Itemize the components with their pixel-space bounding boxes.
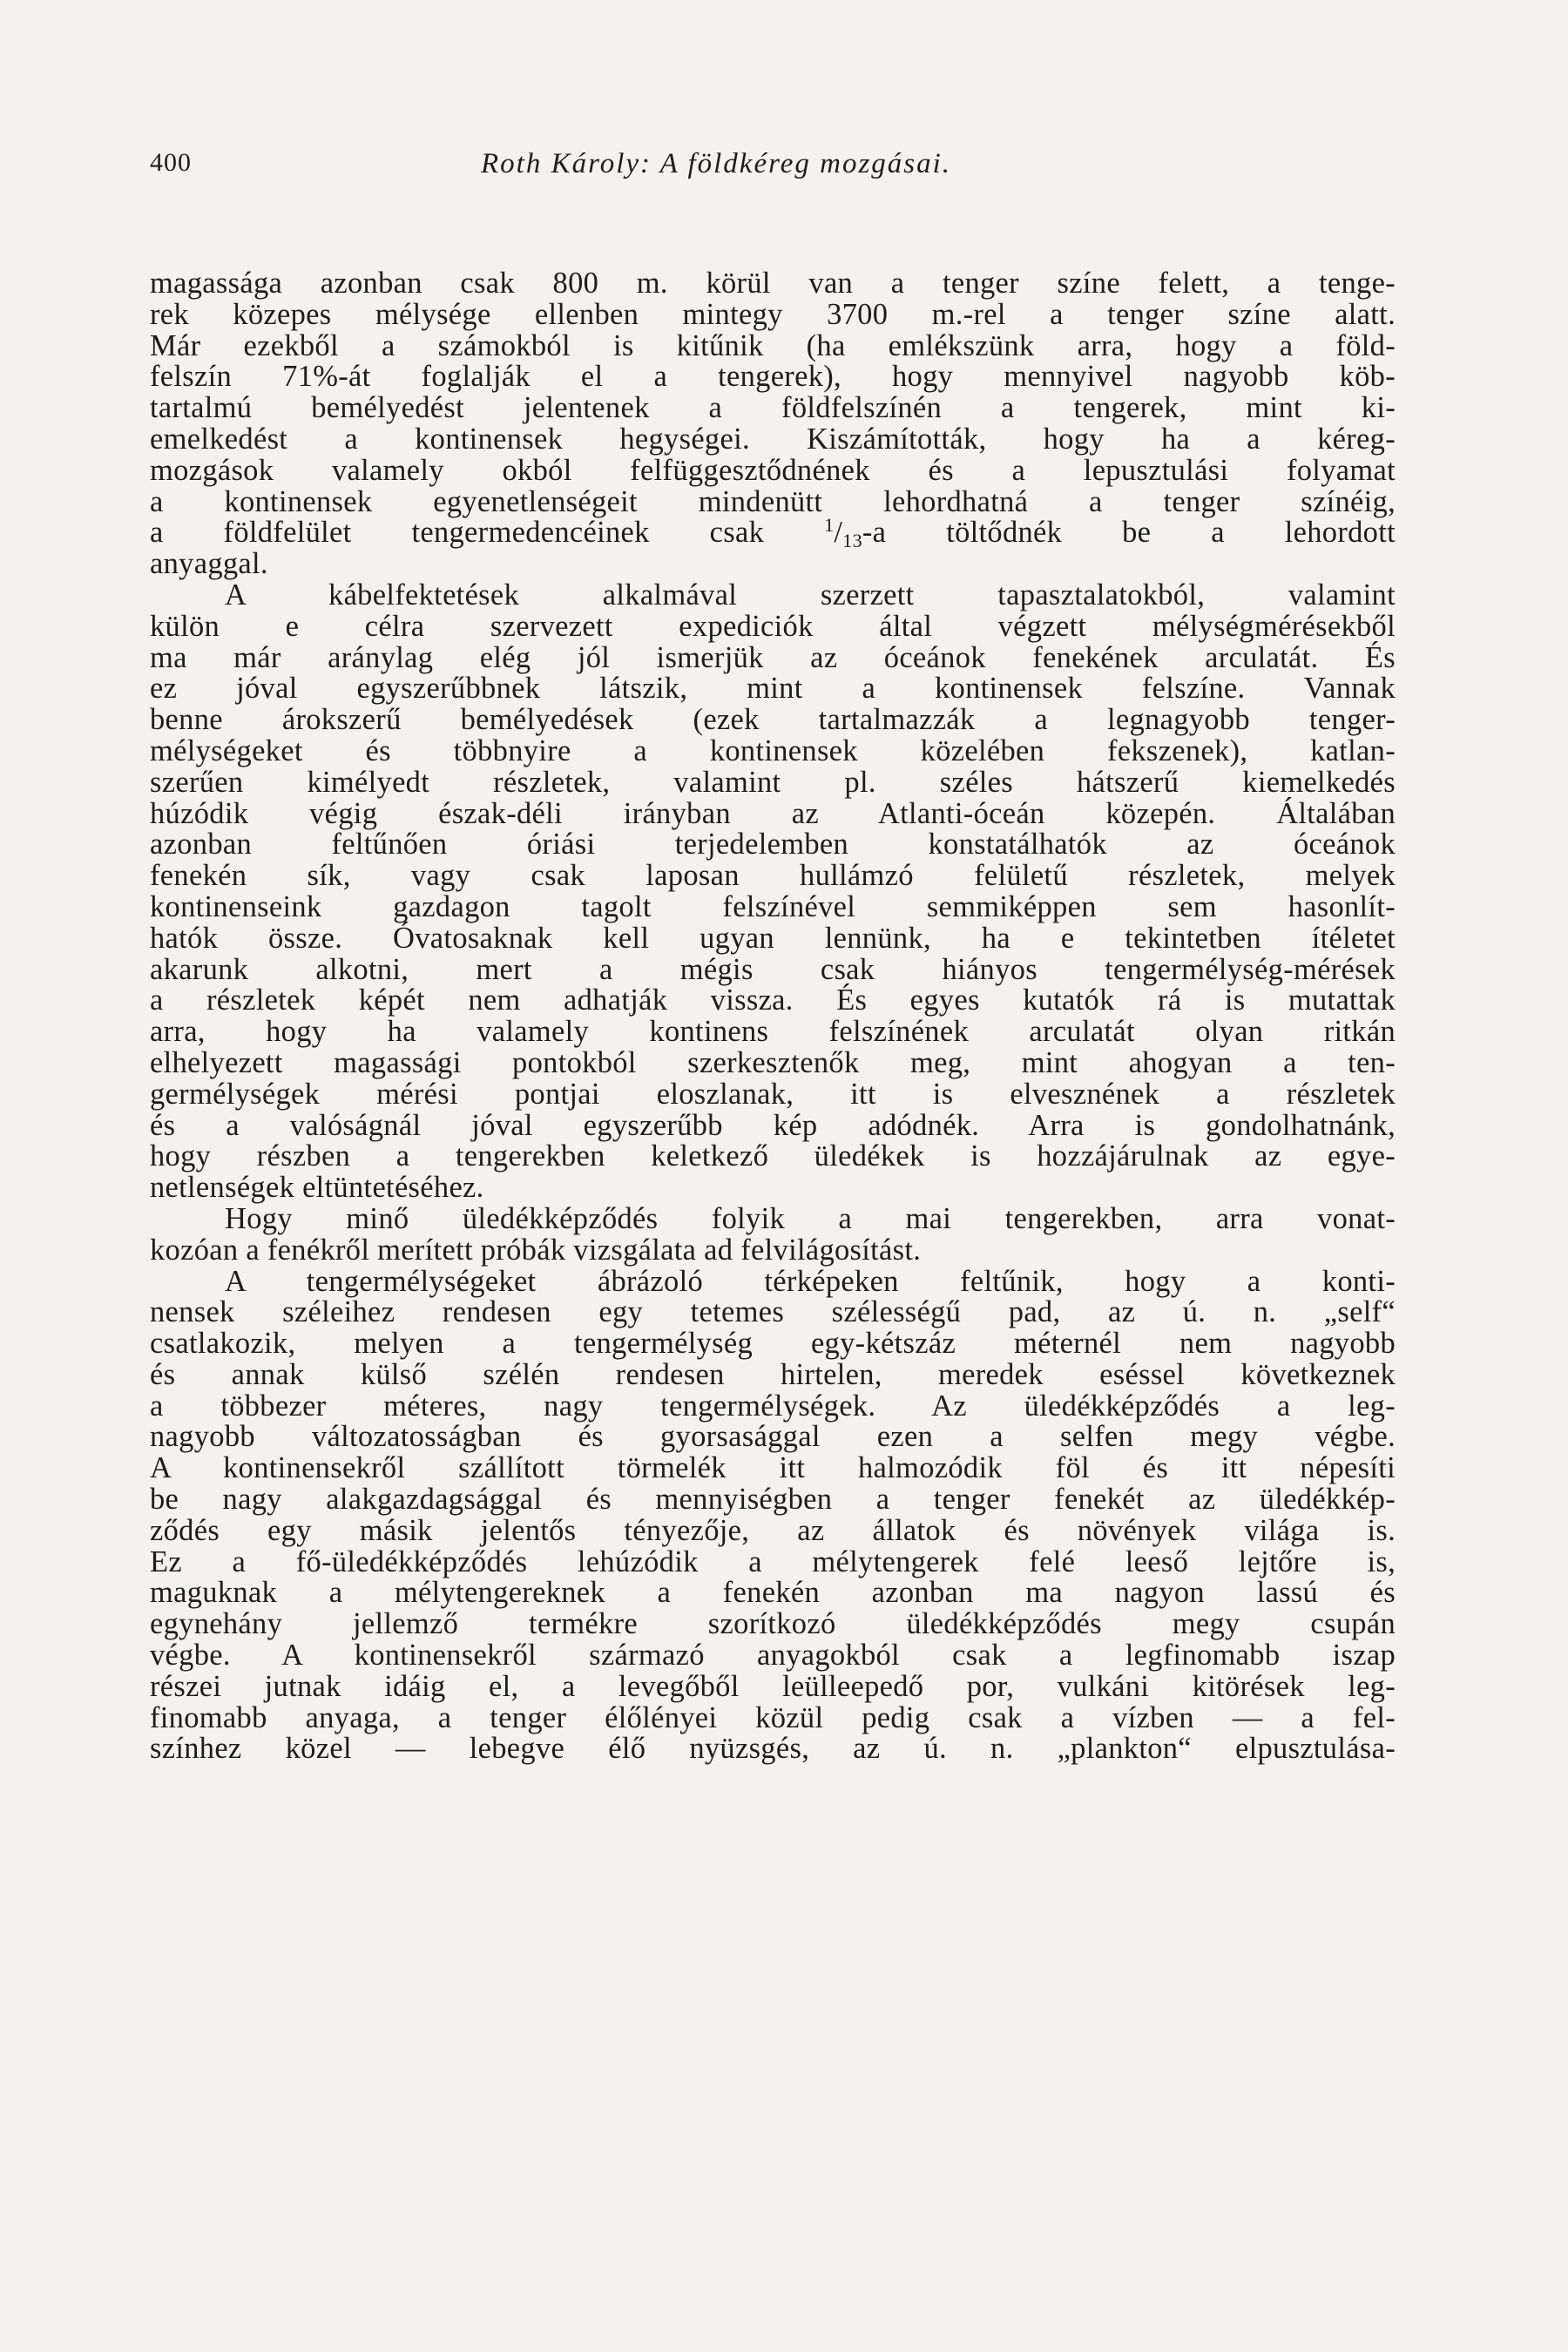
body-text <box>150 268 1396 1765</box>
text-line: nensek széleihez rendesen egy tetemes szélességű pad, az ú. n. „self“ <box>150 1295 1396 1329</box>
text-line: akarunk alkotni, mert a mégis csak hiányos tengermélység-mérések <box>150 952 1396 986</box>
page-header <box>150 148 1387 190</box>
text-line: és a valóságnál jóval egyszerűbb kép adódnék. Arra is gondolhatnánk, <box>150 1108 1396 1142</box>
text-line: csatlakozik, melyen a tengermélység egy-kétszáz méternél nem nagyobb <box>150 1327 1396 1361</box>
fraction-slash: / <box>834 516 843 550</box>
fraction-denominator: 13 <box>842 530 862 552</box>
text-line: magassága azonban csak 800 m. körül van a tenger színe felett, a tenge- <box>150 267 1396 300</box>
text-line-part: a földfelület tengermedencéinek csak <box>150 516 825 550</box>
text-line: A kontinensekről szállított törmelék itt halmozódik föl és itt népesíti <box>150 1451 1396 1485</box>
text-line: külön e célra szervezett expediciók által végzett mélységmérésekből <box>150 609 1396 643</box>
text-line: kontinenseink gazdagon tagolt felszínével semmiképpen sem hasonlít- <box>150 889 1396 923</box>
text-line <box>150 514 1396 552</box>
text-line: be nagy alakgazdagsággal és mennyiségben a tenger fenekét az üledékkép- <box>150 1483 1396 1517</box>
text-line: azonban feltűnően óriási terjedelemben konstatálhatók az óceánok <box>150 828 1396 862</box>
text-line: mozgások valamely okból felfüggesztődnének és a lepusztulási folyamat <box>150 453 1396 487</box>
text-line: benne árokszerű bemélyedések (ezek tartalmazzák a legnagyobb tenger- <box>150 703 1396 737</box>
text-line: hogy részben a tengerekben keletkező üledékek is hozzájárulnak az egye- <box>150 1139 1396 1173</box>
text-line: végbe. A kontinensekről származó anyagokból csak a legfinomabb iszap <box>150 1639 1396 1673</box>
text-line: ez jóval egyszerűbbnek látszik, mint a kontinensek felszíne. Vannak <box>150 672 1396 706</box>
text-line: Már ezekből a számokból is kitűnik (ha emlékszünk arra, hogy a föld- <box>150 328 1396 362</box>
text-line: A tengermélységeket ábrázoló térképeken feltűnik, hogy a konti- <box>225 1264 1396 1298</box>
text-line: maguknak a mélytengereknek a fenekén azonban ma nagyon lassú és <box>150 1576 1396 1610</box>
text-line: egynehány jellemző termékre szorítkozó üledékképződés megy csupán <box>150 1607 1396 1641</box>
text-line: mélységeket és többnyire a kontinensek közelében fekszenek), katlan- <box>150 733 1396 767</box>
text-line: finomabb anyaga, a tenger élőlényei közül pedig csak a vízben — a fel- <box>150 1700 1396 1734</box>
text-line: ződés egy másik jelentős tényezője, az állatok és növények világa is. <box>150 1513 1396 1547</box>
text-line: kozóan a fenékről merített próbák vizsgálata ad felvilágosítást. <box>150 1233 922 1267</box>
text-line: nagyobb változatosságban és gyorsasággal ezen a selfen megy végbe. <box>150 1420 1396 1454</box>
text-line: A kábelfektetések alkalmával szerzett tapasztalatokból, valamint <box>225 578 1396 612</box>
running-title: Roth Károly: A földkéreg mozgásai. <box>481 148 952 179</box>
text-line: húzódik végig észak-déli irányban az Atlanti-óceán közepén. Általában <box>150 796 1396 830</box>
text-line: szerűen kimélyedt részletek, valamint pl. széles hátszerű kiemelkedés <box>150 765 1396 799</box>
text-line: felszín 71%-át foglalják el a tengerek), hogy mennyivel nagyobb köb- <box>150 360 1396 394</box>
text-line: és annak külső szélén rendesen hirtelen, meredek eséssel következnek <box>150 1357 1396 1391</box>
text-line: Ez a fő-üledékképződés lehúzódik a mélytengerek felé leeső lejtőre is, <box>150 1544 1396 1578</box>
text-line: a kontinensek egyenetlenségeit mindenütt lehordhatná a tenger színéig, <box>150 484 1396 518</box>
text-line: fenekén sík, vagy csak laposan hullámzó felületű részletek, melyek <box>150 859 1396 893</box>
text-line: tartalmú bemélyedést jelentenek a földfelszínén a tengerek, mint ki- <box>150 391 1396 425</box>
text-line: Hogy minő üledékképződés folyik a mai tengerekben, arra vonat- <box>225 1201 1396 1235</box>
text-line: emelkedést a kontinensek hegységei. Kiszámították, hogy ha a kéreg- <box>150 422 1396 456</box>
text-line: rek közepes mélysége ellenben mintegy 3700 m.-rel a tenger színe alatt. <box>150 297 1396 331</box>
text-line: a részletek képét nem adhatják vissza. És egyes kutatók rá is mutattak <box>150 983 1396 1017</box>
text-line: anyaggal. <box>150 547 268 581</box>
text-line: germélységek mérési pontjai eloszlanak, itt is elvesznének a részletek <box>150 1077 1396 1111</box>
text-line-part: -a töltődnék be a lehordott <box>862 516 1396 550</box>
text-line: netlenségek eltüntetéséhez. <box>150 1171 484 1205</box>
fraction-numerator: 1 <box>824 514 835 537</box>
text-line: arra, hogy ha valamely kontinens felszínének arculatát olyan ritkán <box>150 1015 1396 1049</box>
text-line: részei jutnak idáig el, a levegőből leülleepedő por, vulkáni kitörések leg- <box>150 1669 1396 1703</box>
text-line: hatók össze. Óvatosaknak kell ugyan lennünk, ha e tekintetben ítéletet <box>150 921 1396 955</box>
text-line: a többezer méteres, nagy tengermélységek. Az üledékképződés a leg- <box>150 1389 1396 1423</box>
page-number: 400 <box>150 148 192 177</box>
text-line: ma már aránylag elég jól ismerjük az óceánok fenekének arculatát. És <box>150 640 1396 674</box>
text-line: színhez közel — lebegve élő nyüzsgés, az ú. n. „plankton“ elpusztulása- <box>150 1732 1396 1766</box>
text-line: elhelyezett magassági pontokból szerkesztenők meg, mint ahogyan a ten- <box>150 1045 1396 1079</box>
